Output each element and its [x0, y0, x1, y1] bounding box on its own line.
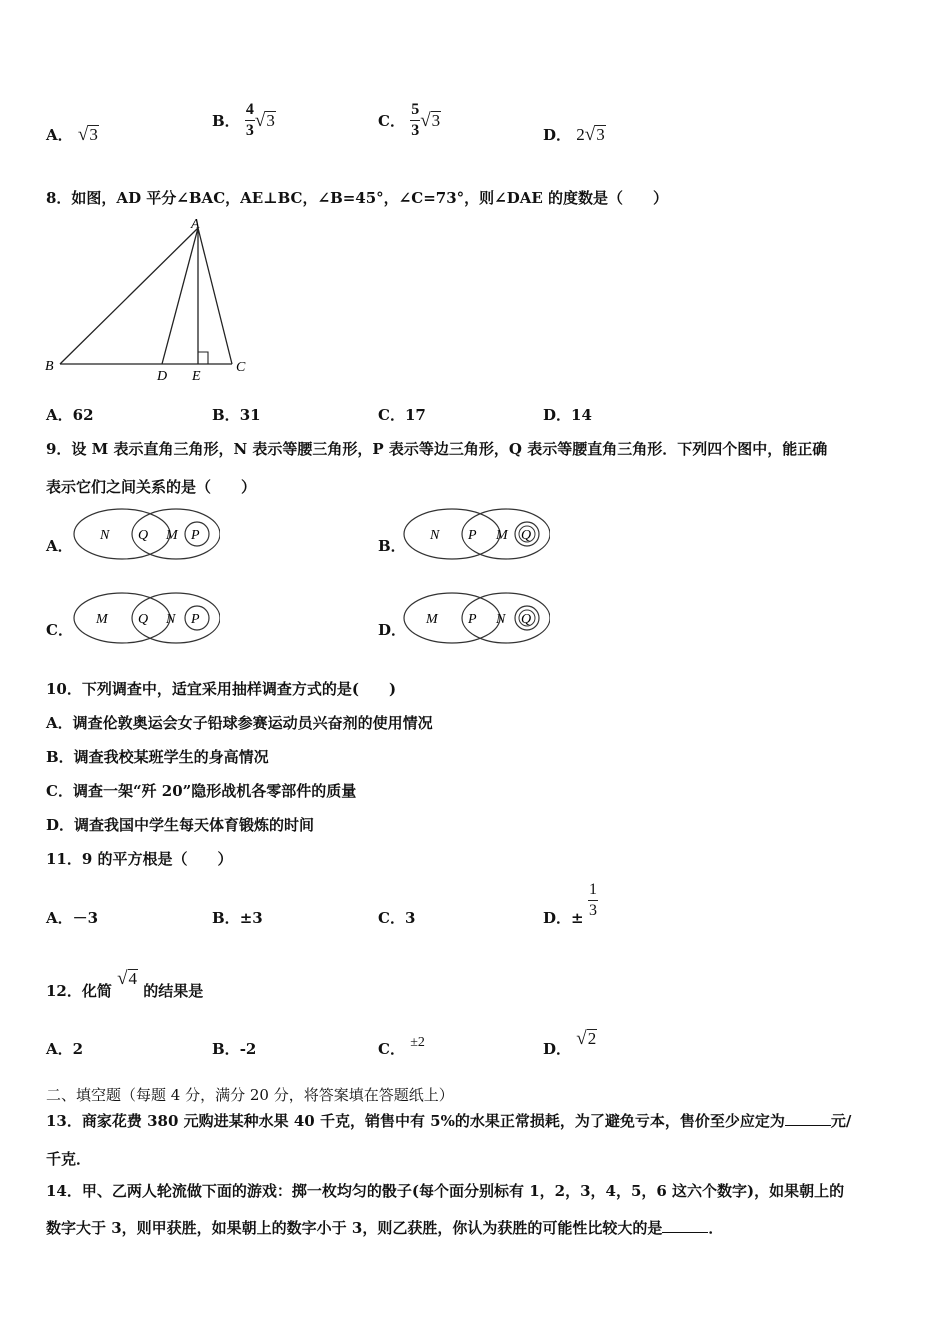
q7-option-d: D． 2 √ 3	[543, 124, 605, 145]
label-b: B	[45, 359, 54, 374]
q7-option-a: A． √ 3	[46, 124, 98, 145]
q12-option-d: D． √ 2	[543, 1028, 597, 1058]
venn-diagram-a	[70, 506, 220, 566]
fraction: $\frac{4}{3}$	[245, 101, 254, 139]
q8-option-b: B．31	[212, 406, 261, 424]
svg-text:P: P	[468, 612, 477, 627]
q12-option-a: A．2	[46, 1040, 84, 1058]
svg-text:M: M	[96, 612, 108, 627]
triangle-figure	[40, 214, 260, 384]
q9-option-b-label: B．	[378, 537, 406, 555]
q8-question: 8．如图，AD 平分∠BAC，AE⊥BC，∠B=45°，∠C=73°，则∠DAE 的度数是（ ）	[46, 189, 669, 207]
svg-text:M: M	[426, 612, 438, 627]
answer-blank[interactable]	[785, 1111, 831, 1126]
q12-question: 12．化简 √ 4 的结果是	[46, 968, 204, 1000]
q10-question: 10．下列调查中，适宜采用抽样调查方式的是( )	[46, 680, 397, 698]
q13-question-line2: 千克．	[46, 1150, 92, 1168]
side-ac	[198, 228, 232, 364]
svg-text:Q: Q	[521, 528, 532, 543]
venn-diagram-c	[70, 590, 220, 650]
q8-option-a: A．62	[46, 406, 94, 424]
svg-text:N: N	[166, 612, 176, 627]
svg-text:N: N	[100, 528, 110, 543]
q11-option-d: D．±	[543, 909, 584, 927]
q10-option-c: C．调查一架“歼 20”隐形战机各零部件的质量	[46, 782, 357, 800]
fraction-one-third: $\frac{1}{3}$	[589, 881, 597, 919]
q10-option-a: A．调查伦敦奥运会女子铅球参赛运动员兴奋剂的使用情况	[46, 714, 433, 732]
svg-text:N: N	[496, 612, 506, 627]
venn-diagram-b	[400, 506, 550, 566]
sqrt-expression: √ 2	[576, 1028, 597, 1049]
label-c: C	[236, 360, 246, 375]
svg-text:P: P	[191, 528, 200, 543]
sqrt-expression: √ 3	[420, 110, 441, 131]
svg-text:P: P	[191, 612, 200, 627]
label-a: A	[191, 217, 200, 232]
q11-question: 11．9 的平方根是（ ）	[46, 850, 233, 868]
q14-question-line2: 数字大于 3，则甲获胜，如果朝上的数字小于 3，则乙获胜，你认为获胜的可能性比较大的是 ．	[46, 1219, 724, 1237]
svg-text:N: N	[430, 528, 440, 543]
q11-option-a: A．－3	[46, 909, 99, 927]
label-d: D	[157, 369, 168, 384]
bisector-ad	[162, 228, 198, 364]
svg-text:Q: Q	[521, 612, 532, 627]
svg-text:M: M	[496, 528, 508, 543]
sqrt-expression: √ 3	[77, 124, 98, 145]
q9-question-line1: 9．设 M 表示直角三角形，N 表示等腰三角形，P 表示等边三角形，Q 表示等腰直角三角形．下列四个图中，能正确	[46, 440, 828, 458]
answer-blank[interactable]	[662, 1218, 708, 1233]
q10-option-b: B．调查我校某班学生的身高情况	[46, 748, 269, 766]
q8-option-c: C．17	[378, 406, 426, 424]
q9-option-d-label: D．	[378, 621, 407, 639]
q11-option-b: B．±3	[212, 909, 263, 927]
q10-option-d: D．调查我国中学生每天体育锻炼的时间	[46, 816, 315, 834]
sqrt-expression: √ 3	[254, 110, 275, 131]
sqrt-expression: √ 3	[584, 124, 605, 145]
q7-option-b: B． $\frac{4}{3}$ √ 3	[212, 101, 275, 139]
fraction: $\frac{5}{3}$	[411, 101, 420, 139]
q7-option-c: C． $\frac{5}{3}$ √ 3	[378, 101, 441, 139]
q12-option-c: C． ±2	[378, 1035, 425, 1058]
section-title: 二、填空题（每题 4 分，满分 20 分，将答案填在答题纸上）	[46, 1086, 454, 1104]
q11-option-c: C．3	[378, 909, 416, 927]
svg-text:P: P	[468, 528, 477, 543]
svg-text:M: M	[166, 528, 178, 543]
sqrt-expression: √ 4	[117, 968, 138, 989]
side-ab	[60, 228, 198, 364]
label-e: E	[192, 369, 201, 384]
right-angle-mark	[198, 352, 208, 364]
q9-option-c-label: C．	[46, 621, 73, 639]
svg-text:Q: Q	[138, 528, 149, 543]
q13-question-line1: 13．商家花费 380 元购进某种水果 40 千克，销售中有 5%的水果正常损耗，为了避免亏本，售价至少应定为 元/	[46, 1112, 852, 1130]
q9-question-line2: 表示它们之间关系的是（ ）	[46, 478, 257, 496]
venn-diagram-d	[400, 590, 550, 650]
q8-option-d: D．14	[543, 406, 592, 424]
q12-option-b: B．-2	[212, 1040, 257, 1058]
q14-question-line1: 14．甲、乙两人轮流做下面的游戏：掷一枚均匀的骰子(每个面分别标有 1，2，3，4，5，6 这六个数字)，如果朝上的	[46, 1182, 845, 1200]
q9-option-a-label: A．	[46, 537, 73, 555]
svg-text:Q: Q	[138, 612, 149, 627]
